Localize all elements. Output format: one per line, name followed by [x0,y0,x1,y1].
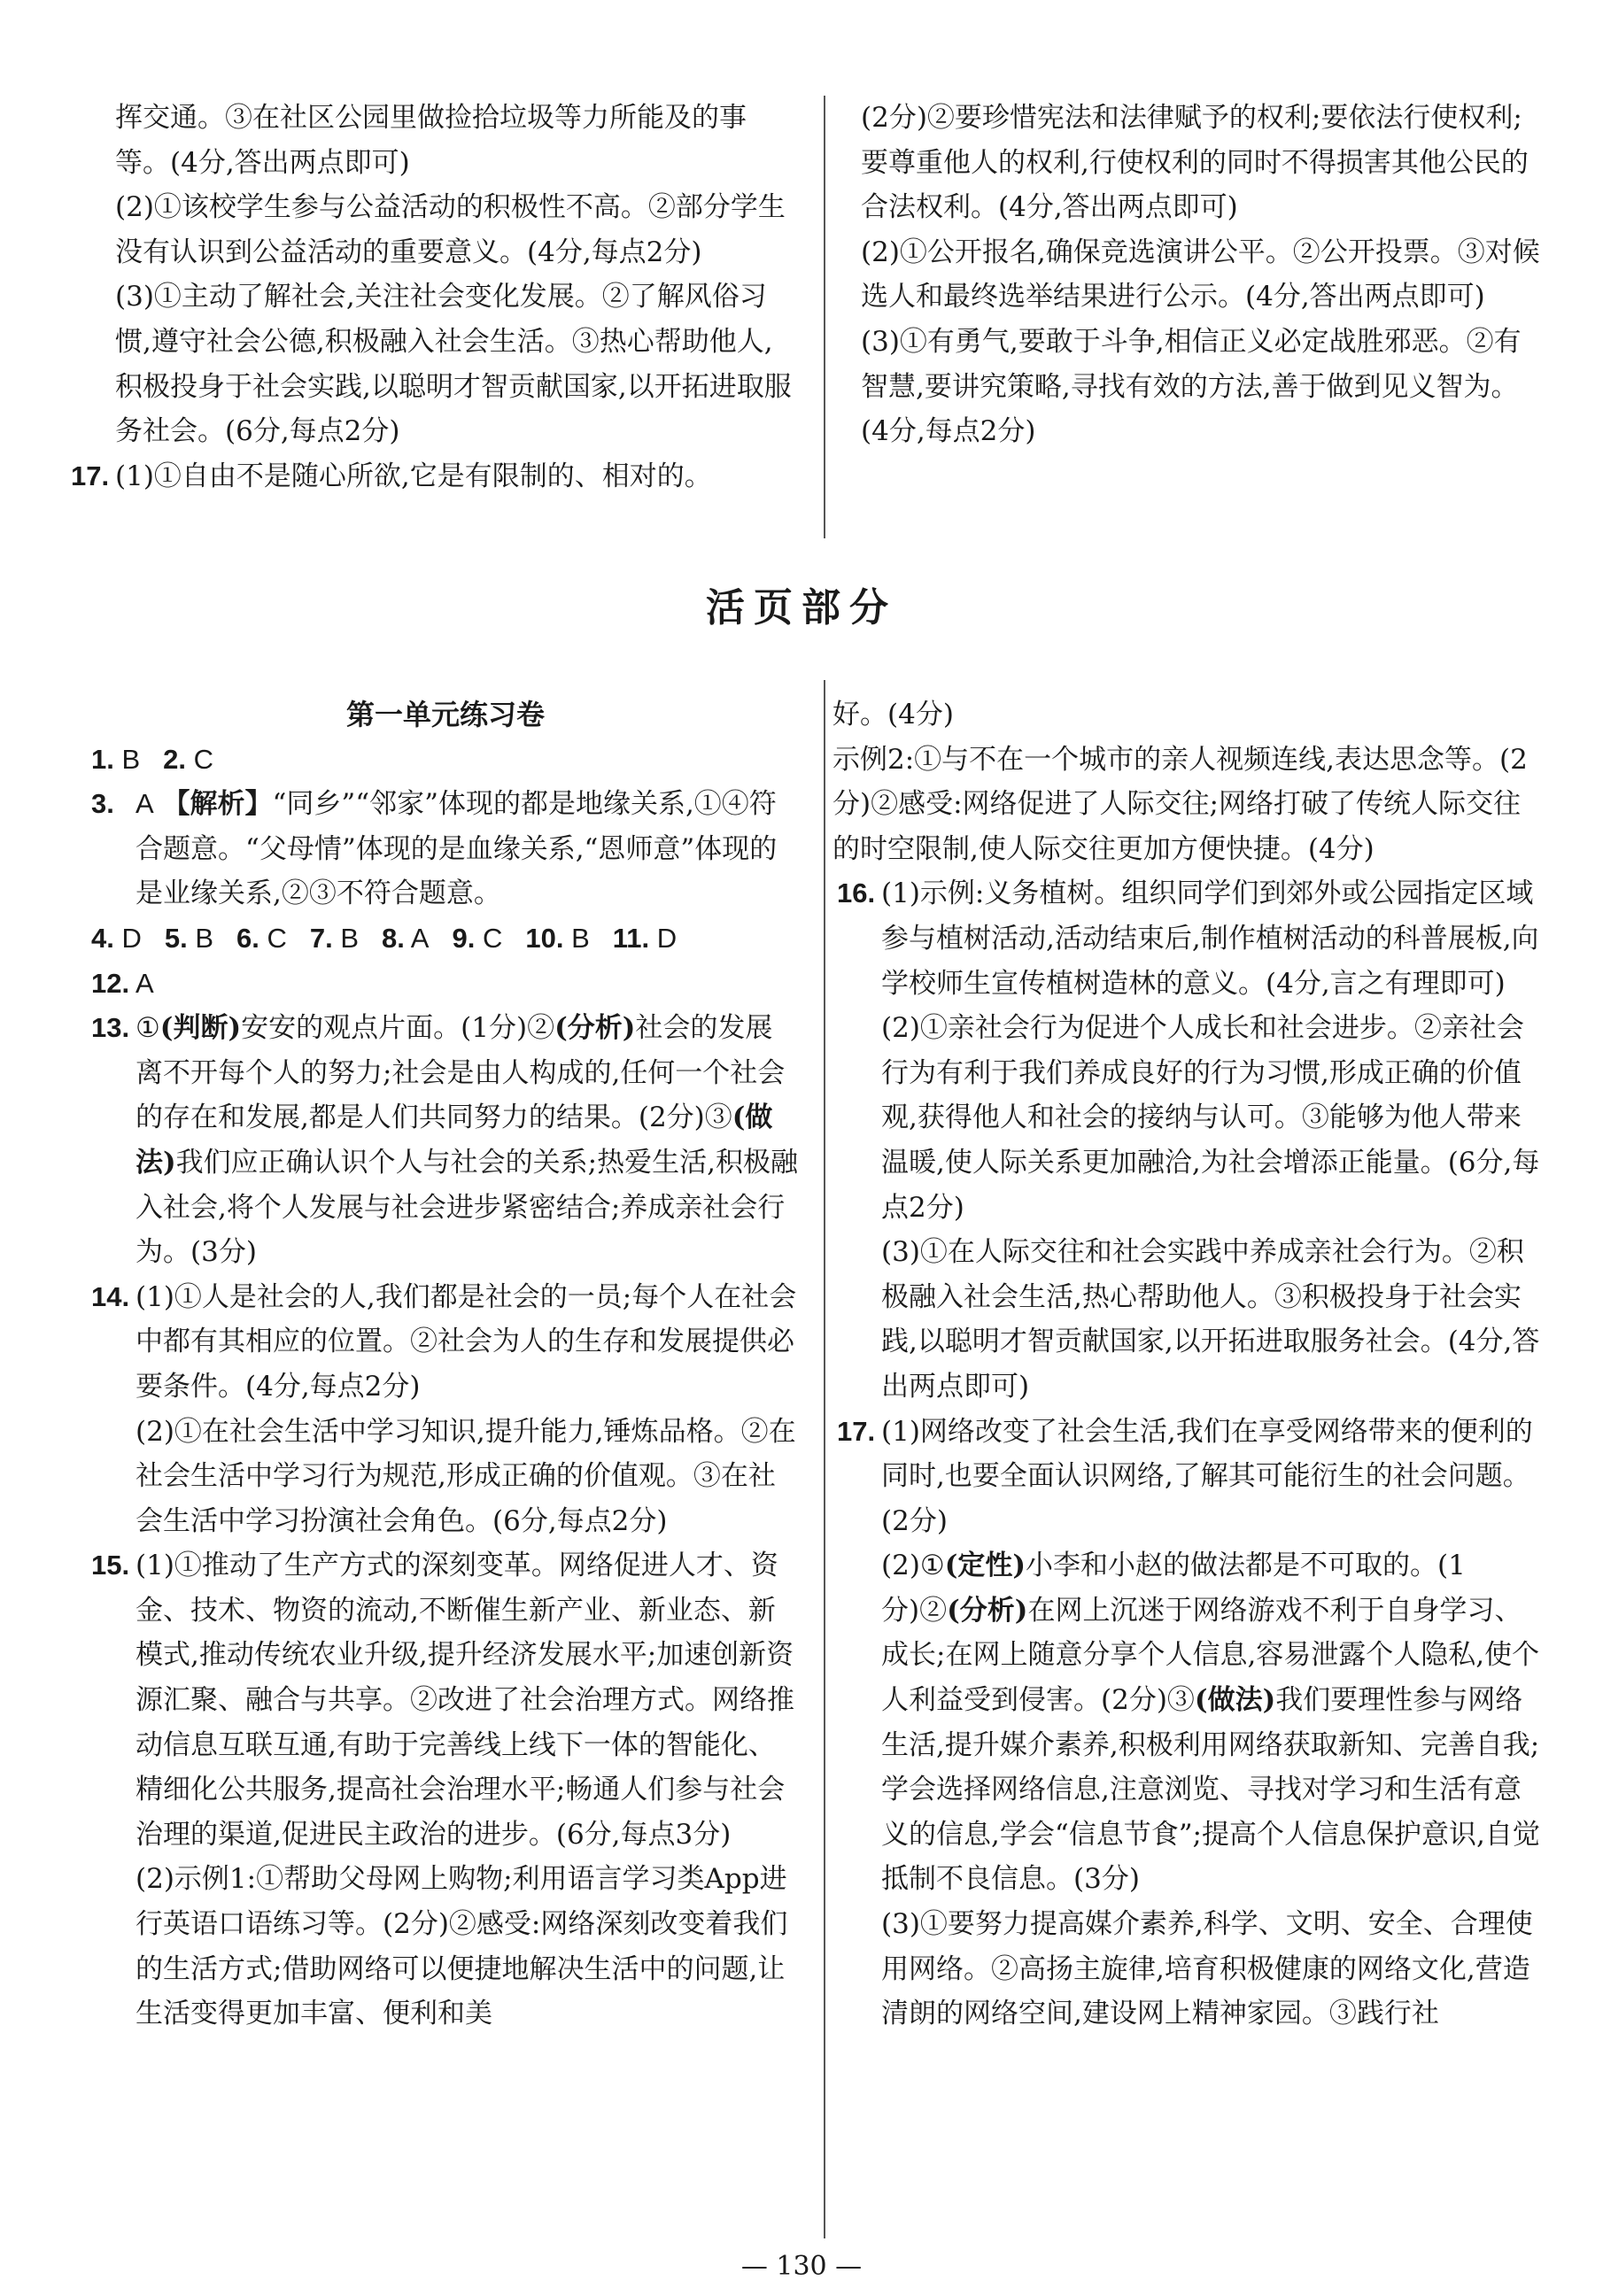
mcq-number: 5. [164,922,188,954]
mcq-number: 6. [236,922,259,954]
answer-paragraph [837,1543,1545,1902]
question-number: 14. [91,1280,130,1312]
mcq-choice: C [259,922,287,954]
question-number: 16. [837,877,876,909]
answer-paragraph: (2)①在社会生活中学习知识,提升能力,锤炼品格。②在社会生活中学习行为规范,形成正确的价值观。③在社会生活中学习扮演社会角色。(6分,每点2分) [136,1415,796,1537]
mcq-choice: C [475,922,503,954]
top-left-column [71,96,797,499]
mcq-answer [165,923,213,954]
mcq-number: 2. [163,743,187,775]
answer-first-line [91,1543,800,1857]
answer-text: 社会的发展离不开每个人的努力;社会是由人构成的,任何一个社会的存在和发展,都是人们共同努力的结果。(2分) [136,1012,786,1134]
answer-paragraph: (2)①该校学生参与公益活动的积极性不高。②部分学生没有认识到公益活动的重要意义。(4分,每点2分) [115,191,786,268]
mcq-choice: A [129,967,154,999]
circled-marker: ② [919,1594,948,1627]
answer-tag: (做法) [136,1102,773,1179]
answer-text: (1)①自由不是随心所欲,它是有限制的、相对的。 [115,460,712,492]
answer-paragraph: (2)①公开报名,确保竞选演讲公平。②公开投票。③对候选人和最终选举结果进行公示。(4分,答出两点即可) [861,236,1540,313]
mcq-number: 9. [452,922,476,954]
answer-text: 我们应正确认识个人与社会的关系;热爱生活,积极融入社会,将个人发展与社会进步紧密结合;养成亲社会行为。(3分) [136,1146,798,1269]
answer-text: 小李和小赵的做法都是不可取的。(1分) [881,1550,1466,1627]
answer-first-line [837,1410,1545,1544]
answer-tag: (定性) [944,1550,1026,1582]
answer-tag: (分析) [947,1594,1028,1627]
answer-paragraph: 挥交通。③在社区公园里做捡拾垃圾等力所能及的事等。(4分,答出两点即可) [115,102,747,179]
answer-line [71,454,797,499]
mcq-number: 10. [525,922,564,954]
answer-text: (1)①推动了生产方式的深刻变革。网络促进人才、资金、技术、物资的流动,不断催生新产业、新业态、新模式,推动传统农业升级,提升经济发展水平;加速创新资源汇聚、融合与共享。②改进了社会治理方式。网络推动信息互联互通,有助于完善线上线下一体的智能化、精细化公共服务,提高社会治理水平;畅通人们参与社会治理的渠道,促进民主政治的进步。(6分,每点3分) [136,1550,794,1851]
answer-paragraph: 好。(4分) [832,699,954,731]
mcq-answer [613,923,677,954]
mcq-choice: B [332,922,360,954]
q15-continued [832,692,1545,871]
mcq-answer [91,923,142,954]
unit-title: 第一单元练习卷 [345,698,545,731]
bottom-left-column [91,692,800,2037]
answer-tag: (分析) [554,1012,636,1045]
mcq-choice: A [404,922,430,954]
answer-paragraph: (3)①要努力提高媒介素养,科学、文明、安全、合理使用网络。②高扬主旋律,培育积极健康的网络文化,营造清朗的网络空间,建设网上精神家园。③践行社 [881,1908,1533,2030]
mcq-answer [525,923,589,954]
mcq-answer [236,923,287,954]
answer-paragraph: 示例2:①与不在一个城市的亲人视频连线,表达思念等。(2分)②感受:网络促进了人际交往;网络打破了传统人际交往的时空限制,使人际交往更加方便快捷。(4分) [832,743,1528,865]
section-title: 活页部分 [706,585,897,630]
answer-paragraph: (3)①有勇气,要敢于斗争,相信正义必定战胜邪恶。②有智慧,要讲究策略,寻找有效的方法,善于做到见义智为。(4分,每点2分) [861,325,1522,448]
mcq-choice: D [649,922,678,954]
mcq-answer [382,923,429,954]
mcq-answer [91,968,154,999]
circled-marker: ① [136,1012,160,1045]
answer-paragraph: (2分)②要珍惜宪法和法律赋予的权利;要依法行使权利;要尊重他人的权利,行使权利的同时不得损害其他公民的合法权利。(4分,答出两点即可) [861,102,1529,224]
answer-paragraph: (3)①在人际交往和社会实践中养成亲社会行为。②积极融入社会生活,热心帮助他人。③积极投身于社会实践,以聪明才智贡献国家,以开拓进取服务社会。(4分,答出两点即可) [881,1236,1540,1403]
mcq-number: 1. [91,743,114,775]
question-13 [91,1006,800,1275]
question-3: 3. A 【解析】“同乡”“邻家”体现的都是地缘关系,①④符合题意。“父母情”体现的是血缘关系,“恩师意”体现的是业缘关系,②③不符合题意。 [91,788,778,910]
mcq-row-3 [91,962,800,1007]
mcq-choice: B [563,922,590,954]
answer-tag: (做法) [1194,1684,1276,1717]
mcq-answer [163,744,213,775]
top-column-divider [824,96,825,538]
answer-text: (1)示例:义务植树。组织同学们到郊外或公园指定区域参与植树活动,活动结束后,制作植树活动的科普展板,向学校师生宣传植树造林的意义。(4分,言之有理即可) [881,877,1539,1000]
answer-first-line [91,1275,800,1410]
mcq-number: 7. [309,922,333,954]
bottom-column-divider [824,680,825,2238]
circled-marker: ② [527,1012,555,1045]
answer-text: 在网上沉迷于网络游戏不利于自身学习、成长;在网上随意分享个人信息,容易泄露个人隐私,使个人利益受到侵害。(2分) [881,1594,1540,1717]
mcq-choice: C [186,743,214,775]
answer-text: (1)①人是社会的人,我们都是社会的一员;每个人在社会中都有其相应的位置。②社会为人的生存和发展提供必要条件。(4分,每点2分) [136,1280,797,1403]
mcq-number: 8. [382,922,405,954]
mcq-number: 11. [612,922,650,954]
answer-first-line [837,871,1545,1006]
mcq-answer [452,923,502,954]
question-number: 15. [91,1550,130,1581]
answer-text: 我们要理性参与网络生活,提升媒介素养,积极利用网络获取新知、完善自我;学会选择网络信息,注意浏览、寻找对学习和生活有意义的信息,学会“信息节食”;提高个人信息保护意识,自觉抵制不良信息。(3分) [881,1684,1540,1896]
question-number: 17. [837,1415,876,1447]
question-16 [837,871,1545,1409]
mcq-answer [91,744,140,775]
mcq-choice: B [113,743,141,775]
answer-paragraph: (3)①主动了解社会,关注社会变化发展。②了解风俗习惯,遵守社会公德,积极融入社会生活。③热心帮助他人,积极投身于社会实践,以聪明才智贡献国家,以开拓进取服务社会。(6分,每点2分) [115,281,792,448]
circled-marker: (2)① [881,1550,945,1582]
answer-text: 安安的观点片面。(1分) [241,1012,528,1045]
question-number: 17. [71,460,110,491]
answer-text: (1)网络改变了社会生活,我们在享受网络带来的便利的同时,也要全面认识网络,了解其可能衍生的社会问题。(2分) [881,1415,1533,1537]
circled-marker: ③ [1166,1684,1195,1717]
mcq-answer [310,923,359,954]
mcq-choice: D [113,922,142,954]
top-right-column [861,96,1543,454]
mcq-choice: B [187,922,214,954]
circled-marker: ③ [704,1102,732,1134]
mcq-number: 4. [91,922,114,954]
question-15 [91,1543,800,2037]
mcq-row-1 [91,738,800,783]
mcq-number: 12. [91,967,130,999]
answer-paragraph: (2)示例1:①帮助父母网上购物;利用语言学习类App进行英语口语练习等。(2分)②感受:网络深刻改变着我们的生活方式;借助网络可以便捷地解决生活中的问题,让生活变得更加丰富、便利和美 [136,1863,788,2030]
mcq-row-2 [91,916,800,962]
bottom-right-column [832,692,1545,2037]
question-14 [91,1275,800,1544]
question-number: 13. [91,1012,130,1044]
answer-tag: (判断) [159,1012,242,1045]
page-number: — 130 — [740,2251,863,2282]
answer-paragraph: (2)①亲社会行为促进个人成长和社会进步。②亲社会行为有利于我们养成良好的行为习惯,形成正确的价值观,获得他人和社会的接纳与认可。③能够为他人带来温暖,使人际关系更加融洽,为社会增添正能量。(6分,每点2分) [881,1012,1540,1224]
question-17 [837,1410,1545,2037]
